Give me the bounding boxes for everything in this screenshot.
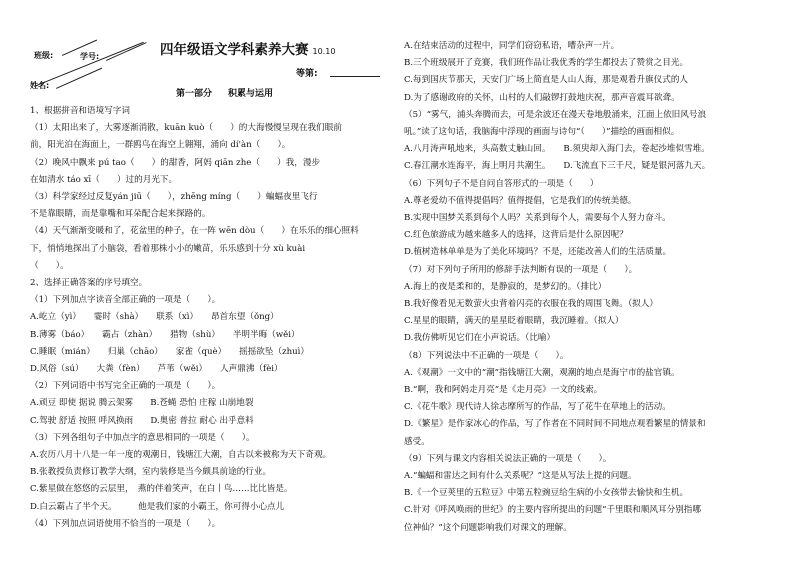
left-text-line: 2、选择正确答案的序号填空。: [30, 278, 148, 288]
student-id-label: 学号:: [80, 52, 100, 61]
left-text-line: B.张教授负责修订教学大纲，室内装修是当今颇具前途的行业。: [30, 467, 272, 478]
left-text-line: A.顽豆 即使 据说 腾云架雾 B.苍蝇 恐怕 庄稼 山崩地裂: [30, 398, 254, 409]
section-part: 第一部分: [176, 89, 213, 99]
right-text-line: D.植树造林单单是为了美化环境吗？不是，还能改善人们的生活质量。: [404, 247, 672, 258]
right-text-line: B.三个班级展开了竞赛，我们班作品让我优秀的学生都投去了赞赏之目光。: [404, 58, 689, 69]
right-text-line: 位神仙？”这个问题影响我们对课文的理解。: [404, 522, 572, 533]
score-field-line: [330, 76, 380, 77]
class-label: 班级:: [34, 51, 54, 60]
right-text-line: D.我仿佛听见它们在小声说话。（比喻）: [404, 333, 556, 344]
left-text-line: A.屹立（yì） 霎时（shà） 联系（xì） 昂首东望（ǒng）: [30, 312, 279, 323]
left-text-line: （3）科学家经过反复yán jiū（ ），zhēng míng（ ）蝙蝠夜里飞行: [30, 192, 318, 202]
left-text-line: （4）天气渐渐变暖和了，花盆里的种子，在一阵 wēn dòu（ ）在乐乐的细心照料: [30, 226, 359, 237]
left-text-line: C.紫星做在悠悠的云层里， 燕的伴着笑声，在白丨鸟……比比皆是。: [30, 484, 293, 495]
right-text-line: B.《一个豆荚里的五粒豆》中第五粒豌豆给生病的小女孩带去愉快和生机。: [404, 488, 689, 499]
left-text-line: 在如清水 táo xī（ ）过的月光下。: [30, 174, 178, 185]
left-text-line: （ ）。: [30, 260, 69, 271]
left-text-line: D.白云霸占了半个天。 他是我们家的小霸王，你可得小心点儿: [30, 501, 285, 512]
right-text-line: A.在结束活动的过程中，同学们窃窃私语，嘈杂声一片。: [404, 41, 620, 51]
title-text: 四年级语文学科素养大赛: [160, 42, 309, 58]
left-text-line: 不是靠眼睛，而是靠嘴和耳朵配合起来探路的。: [30, 209, 211, 220]
right-text-line: D.《繁星》是作家冰心的作品，写了作者在不同时间不同地点观看繁星的情景和: [404, 419, 706, 430]
left-text-line: C.驾驶 舒适 按照 呼风换雨 D.奥密 普拉 耐心 出乎意料: [30, 415, 254, 426]
right-text-line: （6）下列句子不是自问自答形式的一项是（ ）: [404, 178, 599, 189]
page-title: [160, 38, 335, 58]
section-name: 积累与运用: [228, 89, 274, 99]
name-field-line: [56, 68, 102, 89]
left-text-line: D.风俗（sú） 大粪（fèn） 芦苇（wěi） 人声鼎沸（fèi）: [30, 364, 283, 374]
right-text-line: （8）下列说法中不正确的一项是（ ）。: [404, 350, 569, 361]
header-divider-line: [34, 42, 144, 87]
score-label: 等第:: [296, 69, 318, 79]
left-text-line: （4）下列加点词语使用不恰当的一项是（ ）。: [30, 518, 221, 529]
left-text-line: （3）下列各组句子中加点字的意思相同的一项是（ ）。: [30, 432, 255, 443]
right-text-line: 吼。”读了这句话，我脑海中浮现的画面与诗句“（ ）”描绘的画面相似。: [404, 127, 680, 137]
right-text-line: C.每到国庆节那天，天安门广场上简直是人山人海，那是观看升旗仪式的人: [404, 75, 689, 86]
right-text-line: C.红色旅游成为越来越多人的选择，这背后是什么原因呢？: [404, 230, 628, 241]
right-text-line: D.为了感谢政府的关怀，山村的人们敲锣打鼓地庆祝，那声音震耳欲聋。: [404, 92, 680, 103]
right-text-line: A.尊老爱幼不值得提倡吗？值得提倡，它是我们的传统美德。: [404, 195, 637, 206]
right-text-line: B.“啊，我和阿妈走月亮”是《走月亮》一文的线索。: [404, 385, 603, 395]
left-text-line: C.睡眠（mián） 归巢（chāo） 家雀（què） 摇摇欲坠（zhuì）: [30, 346, 310, 357]
right-text-line: A.《观潮》一文中的“潮”指钱塘江大潮，观潮的地点是海宁市的盐官镇。: [404, 367, 680, 378]
left-text-line: 下，悄悄地探出了小脑袋，看着那株小小的嫩苗，乐乐感到十分 xù kuài: [30, 243, 306, 254]
left-text-line: 1、根据拼音和语境写字词: [30, 106, 130, 116]
right-text-line: C.春江潮水连海平，海上明月共潮生。 D.飞流直下三千尺，疑是银河落九天。: [404, 161, 711, 172]
right-text-line: （9）下列与课文内容相关说法正确的一项是（ ）。: [404, 453, 612, 464]
left-text-line: （1）下列加点字读音全部正确的一项是（ ）。: [30, 295, 221, 306]
section-heading: [176, 86, 289, 99]
right-text-line: A.海上的夜是柔和的，是静寂的，是梦幻的。（排比）: [404, 281, 607, 292]
left-text-line: A.农历八月十八是一年一度的观潮日，钱塘江大潮，自古以来被称为天下奇观。: [30, 450, 332, 460]
right-text-line: B.实现中国梦关系到每个人吗？关系到每个人，需要每个人努力奋斗。: [404, 213, 671, 223]
right-text-line: A.八月涛声吼地来，头高数丈触山回。 B.须臾却入海门去，卷起沙堆似雪堆。: [404, 144, 710, 155]
right-text-line: C.星星的眼睛，满天的星星眨着眼睛，我沉睡着。（拟人）: [404, 316, 624, 327]
left-text-line: （2）下列词语中书写完全正确的一项是（ ）。: [30, 381, 221, 392]
left-text-line: （1）太阳出来了，大雾逐渐消散，kuān kuò（ ）的大海慢慢呈现在我们眼前: [30, 123, 342, 134]
title-date: 10.10: [312, 47, 336, 56]
left-text-line: B.薄雾（báo） 霸占（zhàn） 猎物（shù） 半明半晦（wěi）: [30, 329, 300, 340]
left-text-line: 前，阳光泊在海面上，一群鸥鸟在海空上翱翔，涌向 dí'àn（ ）。: [30, 140, 291, 151]
right-text-line: （7）对下列句子所用的修辞手法判断有误的一项是（ ）。: [404, 264, 638, 275]
left-text-line: （2）晚风中飘来 pú tao（ ）的甜香，阿妈 qiān zhe（ ）我，漫步: [30, 157, 321, 168]
right-text-line: C.针对《呼风唤雨的世纪》的主要内容所提出的问题“千里眼和顺风耳分别指哪: [404, 505, 701, 516]
right-text-line: A.“蝙蝠和雷达之间有什么关系呢？”这是从写法上提的问题。: [404, 471, 637, 481]
right-text-line: C.《花牛歌》现代诗人徐志摩所写的作品，写了花牛在草地上的活动。: [404, 402, 671, 413]
id-field-line: [106, 42, 147, 61]
right-text-line: （5）“雾气，浦头奔腾而去，可是余波还在漫天卷地般涌来，江面上依旧风号浪: [404, 109, 707, 120]
name-label: 姓名:: [30, 81, 50, 90]
right-text-line: 感受。: [404, 436, 430, 447]
right-text-line: B.我好像看见无数萤火虫背着闪亮的衣服在我的周围飞舞。（拟人）: [404, 299, 658, 309]
